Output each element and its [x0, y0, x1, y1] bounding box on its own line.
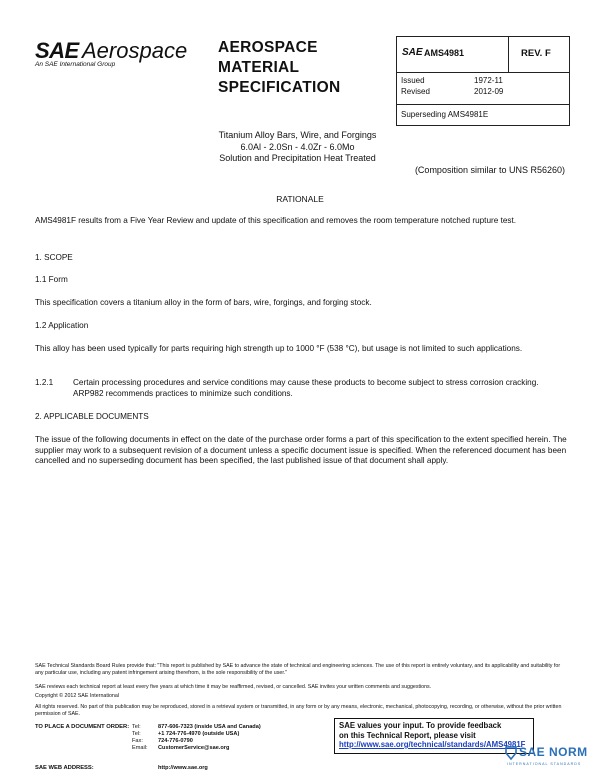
- title-line-3: Solution and Precipitation Heat Treated: [219, 153, 376, 163]
- superseding: Superseding AMS4981E: [401, 110, 489, 119]
- info-box-divider: [396, 104, 569, 105]
- rights-notice: All rights reserved. No part of this publication may be reproduced, stored in a retrieval system or transmitted, in any form or by any means, electronic, mechanical, photocopying, recording, or otherwise, without the prior written permission of SAE.: [35, 704, 562, 717]
- watermark-subtext: INTERNATIONAL STANDARDS: [507, 762, 582, 766]
- rationale-heading: RATIONALE: [276, 194, 324, 204]
- order-label: TO PLACE A DOCUMENT ORDER:: [35, 724, 130, 730]
- ams-number: AMS4981: [424, 48, 465, 58]
- issued-date: 1972-11: [474, 76, 503, 85]
- section-2-heading: 2. APPLICABLE DOCUMENTS: [35, 412, 149, 421]
- sae-mark: SAE: [402, 47, 423, 58]
- watermark-icon: [504, 745, 518, 761]
- title-line-1: Titanium Alloy Bars, Wire, and Forgings: [218, 130, 377, 140]
- section-1-2-1-number: 1.2.1: [35, 378, 54, 387]
- sae-rules-notice: SAE Technical Standards Board Rules provide that: "This report is published by SAE to advance the state of technical and engineering sciences. The use of this report is entirely voluntary, and its applicability and suitability for any particular use, including any patent infringement arising therefrom, is the sole responsibility of the user.": [35, 663, 561, 676]
- section-2-text: The issue of the following documents in effect on the date of the purchase order forms a part of this specification to the extent specified herein. The supplier may work to a subsequent revision of a document unless a specific document issue is specified. When the referenced document has been cancelled and no superseding document has been specified, the last published issue of that document shall apply.: [35, 435, 567, 465]
- feedback-line-2: on this Technical Report, please visit: [339, 730, 476, 740]
- doc-type-line-2: MATERIAL: [218, 59, 300, 76]
- section-1-1-heading: 1.1 Form: [35, 275, 68, 284]
- section-1-2-text: This alloy has been used typically for parts requiring high strength up to 1000 °F (538 °C), but usage is not limited to such applications.: [35, 344, 523, 353]
- feedback-link[interactable]: http://www.sae.org/technical/standards/AMS4981F: [339, 740, 526, 749]
- email-label: Email:: [132, 745, 148, 751]
- watermark-text: SAE NORM: [519, 745, 588, 759]
- revised-date: 2012-09: [474, 87, 504, 96]
- web-label: SAE WEB ADDRESS:: [35, 765, 94, 771]
- revised-label: Revised: [401, 87, 430, 96]
- logo-tagline: An SAE International Group: [35, 61, 116, 68]
- tel-label: Tel:: [132, 724, 141, 730]
- review-notice: SAE reviews each technical report at least every five years at which time it may be reaffirmed, revised, or cancelled. SAE invites your written comments and suggestions.: [35, 684, 432, 690]
- info-box-divider: [508, 36, 509, 72]
- fax-value: 724-776-0790: [158, 738, 193, 744]
- composition-note: (Composition similar to UNS R56260): [414, 165, 565, 175]
- issued-label: Issued: [401, 76, 425, 85]
- tel-value: 877-606-7323 (inside USA and Canada): [158, 724, 261, 730]
- logo-sae: SAE: [35, 38, 79, 63]
- info-box-divider: [396, 72, 569, 73]
- email-value[interactable]: CustomerService@sae.org: [158, 745, 230, 751]
- document-type: [218, 38, 340, 98]
- logo-aerospace: Aerospace: [82, 38, 188, 63]
- rationale-text: AMS4981F results from a Five Year Review and update of this specification and removes the room temperature notched rupture test.: [35, 216, 517, 225]
- doc-type-line-1: AEROSPACE: [218, 39, 318, 56]
- feedback-line-1: SAE values your input. To provide feedback: [339, 721, 502, 730]
- section-1-1-text: This specification covers a titanium alloy in the form of bars, wire, forgings, and forging stock.: [35, 298, 372, 307]
- revision: REV. F: [521, 48, 551, 59]
- tel2-label: Tel:: [132, 731, 141, 737]
- section-1-2-heading: 1.2 Application: [35, 321, 89, 330]
- section-1-heading: 1. SCOPE: [35, 253, 73, 262]
- doc-type-line-3: SPECIFICATION: [218, 79, 341, 96]
- tel2-value: +1 724-776-4970 (outside USA): [158, 731, 240, 737]
- title-line-2: 6.0Al - 2.0Sn - 4.0Zr - 6.0Mo: [240, 141, 355, 152]
- title-block: [160, 130, 435, 165]
- web-address[interactable]: http://www.sae.org: [158, 765, 208, 771]
- copyright: Copyright © 2012 SAE International: [35, 693, 119, 699]
- fax-label: Fax:: [132, 738, 143, 744]
- section-1-2-1-text: Certain processing procedures and service conditions may cause these products to become subject to stress corrosion cracking. ARP982 recommends practices to minimize such conditions.: [73, 378, 539, 398]
